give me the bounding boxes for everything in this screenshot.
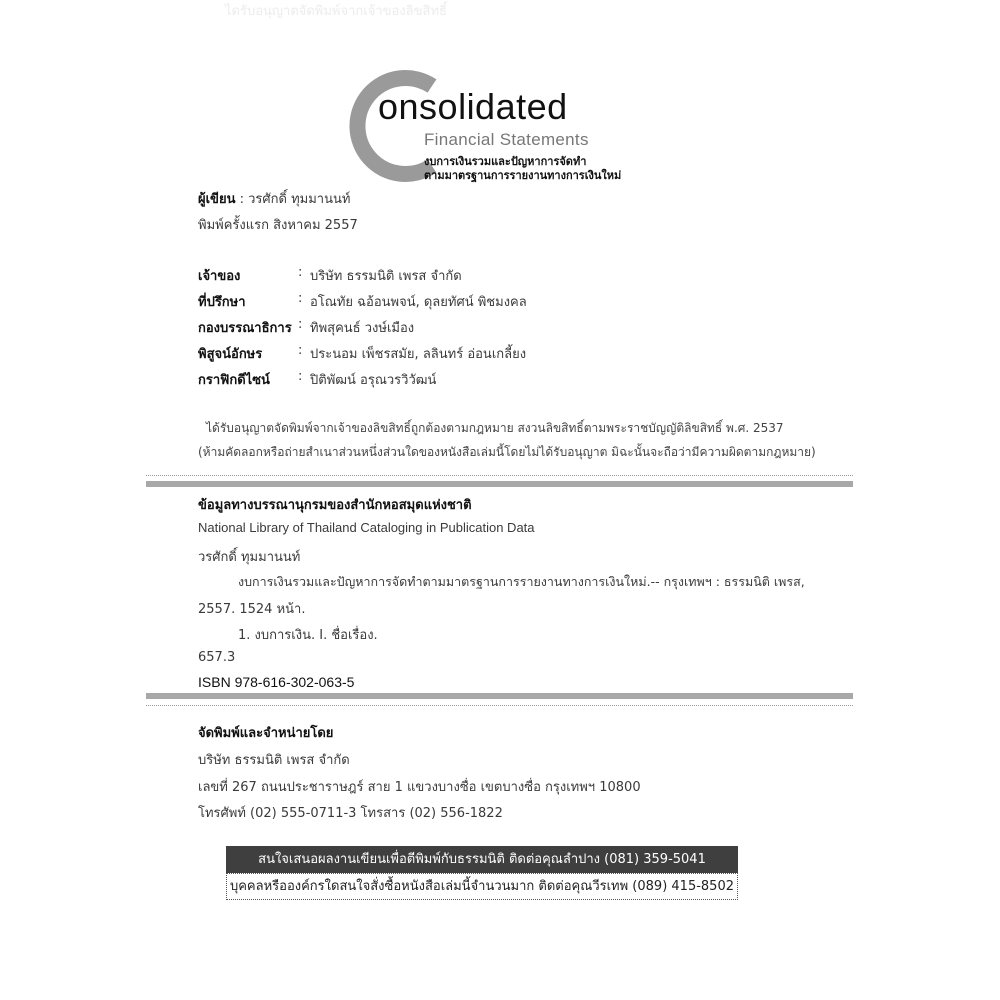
credit-colon: : [298, 317, 303, 332]
logo-subtitle: Financial Statements [424, 130, 589, 149]
credit-colon: : [298, 265, 303, 280]
publisher-name: บริษัท ธรรมนิติ เพรส จำกัด [198, 753, 350, 768]
publisher-heading: จัดพิมพ์และจำหน่ายโดย [198, 726, 334, 741]
credit-value: ปิติพัฒน์ อรุณวรวิวัฒน์ [310, 373, 437, 388]
logo-title: onsolidated [378, 86, 568, 127]
credit-value: บริษัท ธรรมนิติ เพรส จำกัด [310, 269, 462, 284]
logo-thai-line1: งบการเงินรวมและปัญหาการจัดทำ [424, 155, 587, 168]
credit-colon: : [298, 291, 303, 306]
credit-label: ที่ปรึกษา [198, 295, 246, 310]
author-label: ผู้เขียน [198, 192, 236, 207]
credit-value: ประนอม เพ็ชรสมัย, ลลินทร์ อ่อนเกลี้ยง [310, 347, 527, 362]
gray-bar [146, 693, 853, 699]
faint-header-text: ไดรับอนุญาตจัดพิมพ์จากเจ้าของลิขสิทธิ์ [225, 4, 447, 19]
dotted-divider [146, 705, 853, 706]
credit-label: กราฟิกดีไซน์ [198, 373, 270, 388]
credit-value: ทิพสุคนธ์ วงษ์เมือง [310, 321, 415, 336]
credit-label: กองบรรณาธิการ [198, 321, 292, 336]
dotted-divider [146, 475, 853, 476]
cip-title: งบการเงินรวมและปัญหาการจัดทำตามมาตรฐานการรายงานทางการเงินใหม่.-- กรุงเทพฯ : ธรรมนิติ เพรส, [238, 574, 805, 589]
contact-bulk-order: บุคคลหรือองค์กรใดสนใจสั่งซื้อหนังสือเล่มนี้จำนวนมาก ติดต่อคุณวีรเทพ (089) 415-8502 [226, 873, 738, 900]
author-line [198, 188, 350, 209]
credit-colon: : [298, 343, 303, 358]
credit-colon: : [298, 369, 303, 384]
cip-year-pages: 2557. 1524 หน้า. [198, 602, 306, 617]
credit-label: พิสูจน์อักษร [198, 347, 263, 362]
cip-heading: ข้อมูลทางบรรณานุกรมของสำนักหอสมุดแห่งชาติ [198, 498, 472, 513]
publisher-phone: โทรศัพท์ (02) 555-0711-3 โทรสาร (02) 556-1822 [198, 806, 503, 821]
author-value: : วรศักดิ์ ทุมมานนท์ [235, 192, 351, 207]
cip-english: National Library of Thailand Cataloging in Publication Data [198, 520, 535, 535]
cip-isbn: ISBN 978-616-302-063-5 [198, 674, 355, 690]
credit-label: เจ้าของ [198, 269, 241, 284]
cip-author: วรศักดิ์ ทุมมานนท์ [198, 550, 301, 565]
logo-thai-line2: ตามมาตรฐานการรายงานทางการเงินใหม่ [424, 169, 622, 182]
contact-box [226, 846, 738, 900]
cip-subjects: 1. งบการเงิน. I. ชื่อเรื่อง. [238, 628, 378, 643]
contact-writers: สนใจเสนอผลงานเขียนเพื่อตีพิมพ์กับธรรมนิติ ติดต่อคุณลำปาง (081) 359-5041 [226, 846, 738, 873]
credit-value: อโณทัย ฉอ้อนพจน์, ดุลยทัศน์ พิชมงคล [310, 295, 527, 310]
publisher-address: เลขที่ 267 ถนนประชาราษฎร์ สาย 1 แขวงบางซื่อ เขตบางซื่อ กรุงเทพฯ 10800 [198, 780, 641, 795]
copyright-line2: (ห้ามคัดลอกหรือถ่ายสำเนาส่วนหนึ่งส่วนใดของหนังสือเล่มนี้โดยไม่ได้รับอนุญาต มิฉะนั้นจะถือว่ามีความผิดตามกฎหมาย) [198, 445, 816, 459]
copyright-line1: ได้รับอนุญาตจัดพิมพ์จากเจ้าของลิขสิทธิ์ถูกต้องตามกฎหมาย สงวนลิขสิทธิ์ตามพระราชบัญญัติลิขสิทธิ์ พ.ศ. 2537 [206, 421, 784, 435]
first-print-line: พิมพ์ครั้งแรก สิงหาคม 2557 [198, 218, 358, 233]
cip-class-number: 657.3 [198, 650, 236, 665]
gray-bar [146, 481, 853, 487]
